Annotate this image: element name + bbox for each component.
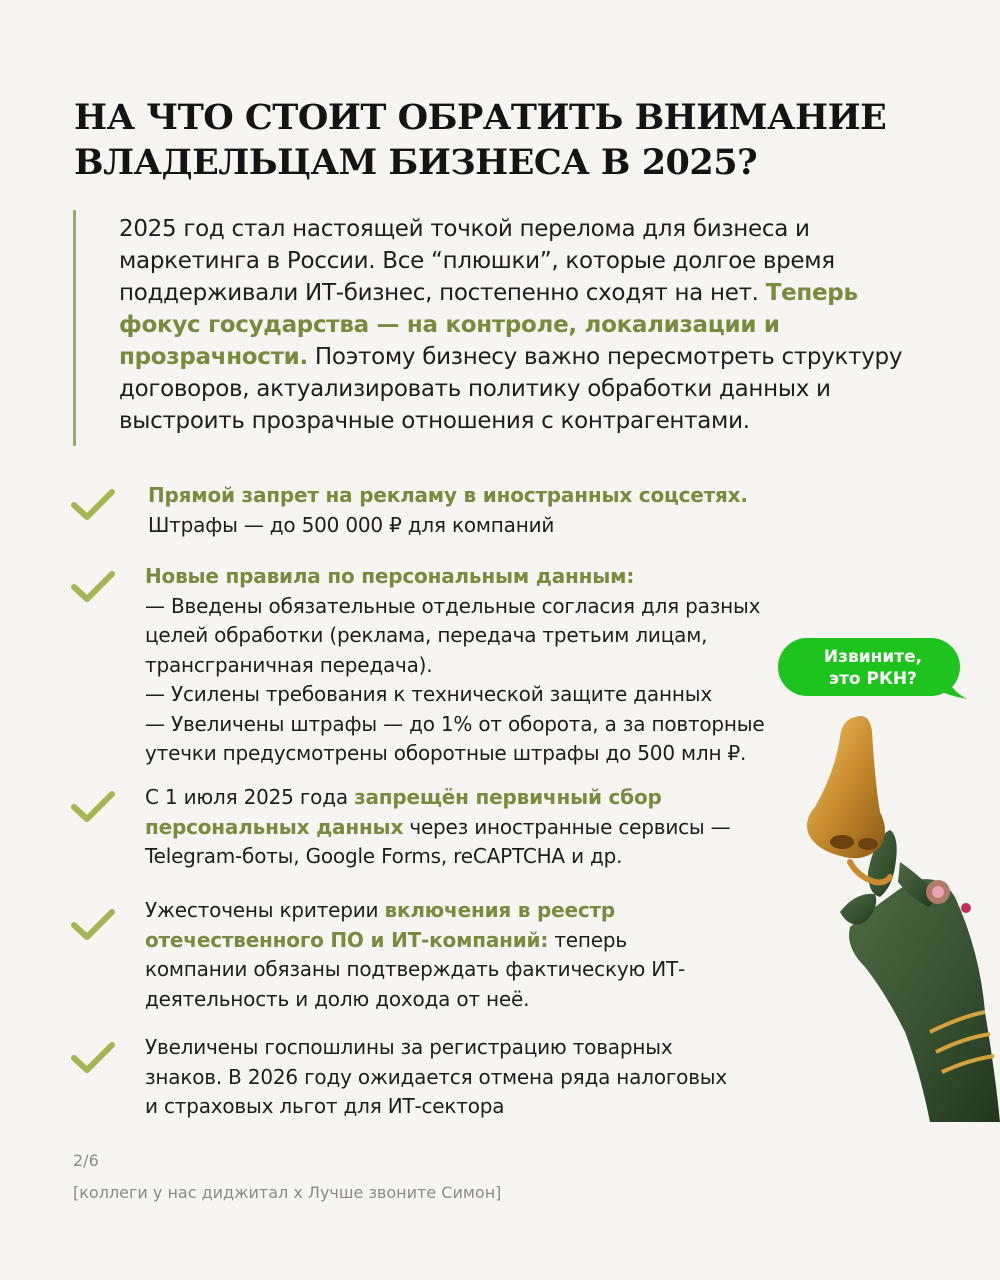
speech-bubble xyxy=(778,638,968,700)
item-text xyxy=(145,562,805,769)
check-icon xyxy=(70,907,116,943)
page-title xyxy=(74,95,894,185)
item-highlight: включения в реестр отечественного ПО и ИТ-компаний: xyxy=(145,898,616,952)
bubble-line-1: Извините, xyxy=(823,647,923,667)
item-line: — Усилены требования к технической защите данных xyxy=(145,682,712,706)
check-icon xyxy=(70,569,116,605)
item-highlight: запрещён первичный сбор персональных данных xyxy=(145,785,662,839)
item-text-before: Ужесточены критерии xyxy=(145,898,379,922)
footer-credits: [коллеги у нас диджитал х Лучше звоните Симон] xyxy=(73,1183,502,1202)
intro-text-after: Поэтому бизнесу важно пересмотреть структуру договоров, актуализировать политику обработки данных и выстроить прозрачные отношения с контрагентами. xyxy=(119,344,903,434)
intro-block xyxy=(73,210,936,446)
item-text-after: через иностранные сервисы — Telegram-боты, Google Forms, reCAPTCHA и др. xyxy=(145,814,731,868)
intro-text-before: 2025 год стал настоящей точкой перелома для бизнеса и маркетинга в России. Все “плюшки”, которые долгое время поддерживали ИТ-бизнес, постепенно сходят на нет. xyxy=(119,216,835,306)
bubble-text xyxy=(778,646,968,690)
golden-nose-hand-illustration xyxy=(780,712,1000,1122)
item-line: — Введены обязательные отдельные согласия для разных целей обработки (реклама, передача третьим лицам, трансграничная передача). xyxy=(145,593,761,677)
intro-paragraph xyxy=(119,210,936,437)
item-heading: Новые правила по персональным данным: xyxy=(145,564,635,588)
bubble-line-2: это РКН? xyxy=(829,669,917,689)
title-line-1: НА ЧТО СТОИТ ОБРАТИТЬ ВНИМАНИЕ xyxy=(74,97,887,138)
item-text-before: С 1 июля 2025 года xyxy=(145,785,348,809)
page-number: 2/6 xyxy=(73,1151,99,1170)
item-highlight: Прямой запрет на рекламу в иностранных соцсетях. xyxy=(148,483,748,507)
item-text xyxy=(148,481,768,540)
item-text xyxy=(145,896,705,1014)
check-icon xyxy=(70,1040,116,1076)
item-text xyxy=(145,783,795,872)
intro-highlight: Теперь фокус государства — на контроле, локализации и прозрачности. xyxy=(119,280,858,370)
item-line: — Увеличены штрафы — до 1% от оборота, а за повторные утечки предусмотрены оборотные штрафы до 500 млн ₽. xyxy=(145,711,765,765)
item-text xyxy=(145,1033,745,1122)
check-icon xyxy=(70,789,116,825)
item-body: Увеличены госпошлины за регистрацию товарных знаков. В 2026 году ожидается отмена ряда налоговых и страховых льгот для ИТ-сектора xyxy=(145,1035,728,1118)
title-line-2: ВЛАДЕЛЬЦАМ БИЗНЕСА В 2025? xyxy=(74,142,758,183)
check-icon xyxy=(70,487,116,523)
item-body: Штрафы — до 500 000 ₽ для компаний xyxy=(148,512,555,537)
item-text-after: теперь компании обязаны подтверждать фактическую ИТ-деятельность и долю дохода от неё. xyxy=(145,927,686,1011)
